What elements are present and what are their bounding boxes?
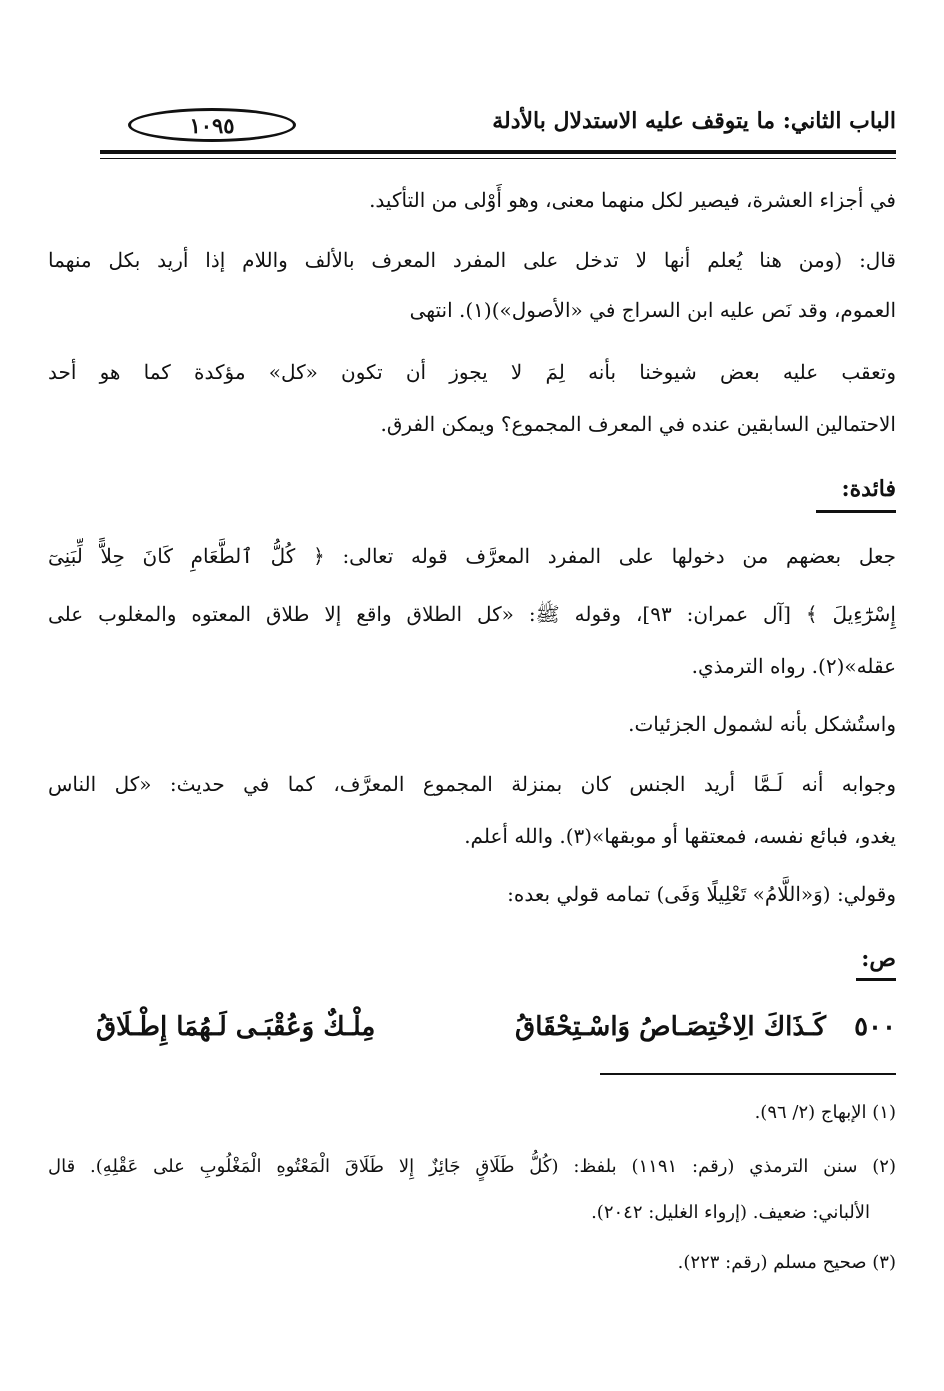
fayda-line: وجوابه أنه لَـمَّا أريد الجنس كان بمنزلة المجموع المعرَّف، كما في حديث: «كل الناس — [48, 772, 896, 796]
verse-first-hemistich: كَـذَاكَ الِاخْتِصَـاصُ وَاسْـتِحْقَاقُ — [515, 1012, 826, 1042]
fayda-line: وقولي: (وَ«اللَّامُ» تَعْلِيلًا وَفَى) تمامه قولي بعده: — [507, 882, 896, 906]
page-number: ١٠٩٥ — [128, 108, 296, 142]
body-line: في أجزاء العشرة، فيصير لكل منهما معنى، وهو أَوْلى من التأكيد. — [369, 188, 896, 212]
body-line: قال: (ومن هنا يُعلم أنها لا تدخل على المفرد المعرف بالألف واللام إذا أريد بكل منهما — [48, 248, 896, 272]
footnote-separator — [600, 1073, 896, 1075]
chapter-title: الباب الثاني: ما يتوقف عليه الاستدلال بالأدلة — [492, 108, 896, 134]
fayda-line: إِسْرَٰٓءِيلَ ﴾ [آل عمران: ٩٣]، وقوله ﷺ: «كل الطلاق واقع إلا طلاق المعتوه والمغلوب على — [48, 602, 896, 626]
fayda-line: واستُشكل بأنه لشمول الجزئيات. — [628, 712, 896, 736]
footnote: (٢) سنن الترمذي (رقم: ١١٩١) بلفظ: (كُلُّ طَلَاقٍ جَائِزٌ إِلا طَلَاقَ الْمَعْتُوهِ الْمَغْلُوبِ على عَقْلِهِ). قال — [48, 1156, 896, 1177]
fayda-underline — [816, 510, 896, 513]
sad-underline — [856, 978, 896, 981]
fayda-heading: فائدة: — [841, 476, 896, 502]
poem-verse — [96, 1008, 896, 1052]
fayda-line: جعل بعضهم من دخولها على المفرد المعرَّف قوله تعالى: ﴿ كُلُّ ٱلطَّعَامِ كَانَ حِلاًّ لِّبَنِىٓ — [48, 544, 896, 568]
footnote: (٣) صحيح مسلم (رقم: ٢٢٣). — [677, 1252, 896, 1273]
body-line: الاحتمالين السابقين عنده في المعرف المجموع؟ ويمكن الفرق. — [380, 412, 896, 436]
header-rule-thin — [100, 158, 896, 159]
footnote: الألباني: ضعيف. (إرواء الغليل: ٢٠٤٢). — [591, 1202, 870, 1223]
sad-heading: ص: — [861, 946, 896, 972]
body-line: العموم، وقد نَص عليه ابن السراج في «الأصول»)(١). انتهى — [409, 298, 896, 322]
verse-number: ٥٠٠ — [854, 1012, 896, 1042]
fayda-line: يغدو، فبائع نفسه، فمعتقها أو موبقها»(٣). والله أعلم. — [464, 824, 896, 848]
verse-second-hemistich: مِلْـكٌ وَعُقْبَـى لَـهُمَا إِطْـلَاقُ — [96, 1012, 376, 1042]
header-rule-thick — [100, 150, 896, 154]
body-line: وتعقب عليه بعض شيوخنا بأنه لِمَ لا يجوز أن تكون «كل» مؤكدة كما هو أحد — [48, 360, 896, 384]
footnote: (١) الإبهاج (٢/ ٩٦). — [754, 1102, 896, 1123]
page-header — [100, 100, 896, 144]
fayda-line: عقله»(٢). رواه الترمذي. — [691, 654, 896, 678]
